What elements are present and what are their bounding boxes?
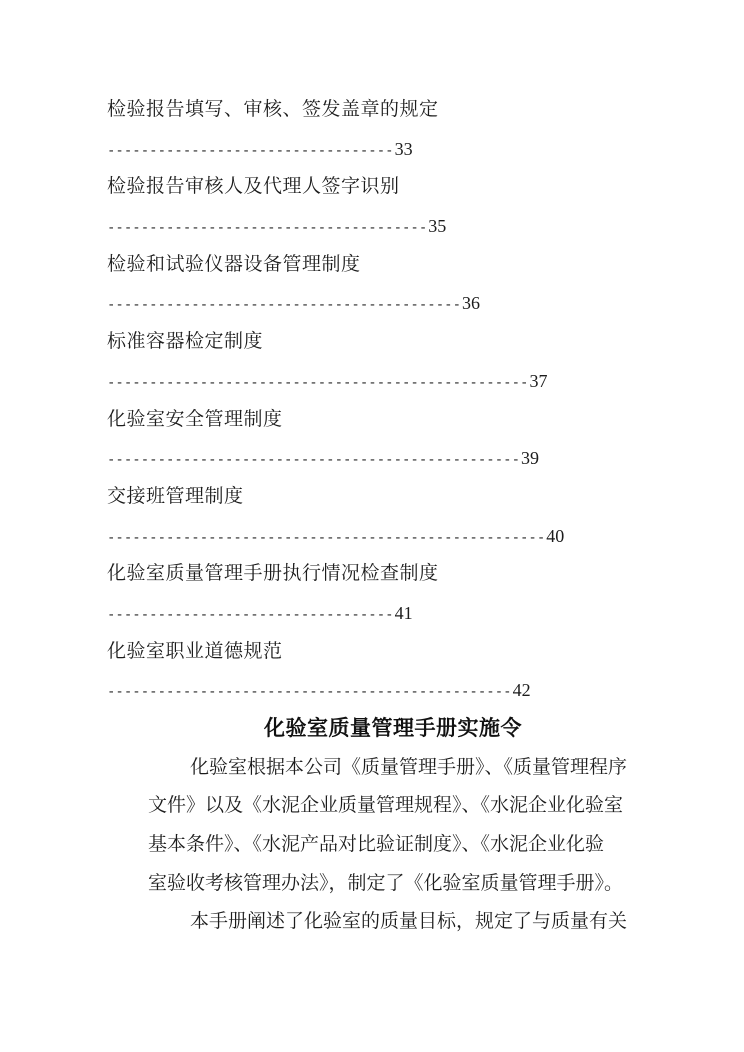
- toc-leader-dashes: ----------------------------------------------------: [107, 529, 546, 546]
- toc-leader-dashes: --------------------------------------------------: [107, 374, 529, 391]
- toc-page-number: 36: [462, 293, 481, 314]
- toc-page-number: 41: [394, 602, 413, 623]
- section-heading: 化验室质量管理手册实施令: [264, 717, 522, 740]
- toc-entry-leader: [107, 517, 724, 556]
- paragraph-line: 化验室根据本公司《质量管理手册》、《质量管理程序: [190, 756, 628, 778]
- paragraph-line: 基本条件》、《水泥产品对比验证制度》、《水泥企业化验: [148, 834, 605, 856]
- toc-leader-dashes: --------------------------------------: [107, 220, 428, 237]
- toc-entry-title: 交接班管理制度: [107, 485, 244, 507]
- toc-entry-leader: [107, 130, 724, 169]
- paragraph-line: 本手册阐述了化验室的质量目标，规定了与质量有关: [190, 911, 628, 933]
- toc-entry-leader: [107, 594, 724, 633]
- toc-leader-dashes: ----------------------------------: [107, 142, 394, 159]
- toc-page-number: 35: [428, 216, 447, 237]
- table-of-contents: [107, 91, 724, 710]
- toc-entry-leader: [107, 439, 724, 478]
- toc-entry-leader: [107, 284, 724, 323]
- toc-page-number: 33: [394, 138, 413, 159]
- paragraph-line: 室验收考核管理办法》，制定了《化验室质量管理手册》。: [148, 872, 624, 894]
- paragraph-line: 文件》以及《水泥企业质量管理规程》、《水泥企业化验室: [148, 795, 624, 817]
- toc-page-number: 39: [521, 448, 540, 469]
- paragraph: [148, 903, 638, 942]
- toc-entry-title: 化验室安全管理制度: [107, 408, 283, 430]
- toc-leader-dashes: ----------------------------------: [107, 606, 394, 623]
- toc-leader-dashes: -------------------------------------------------: [107, 452, 521, 469]
- toc-page-number: 40: [546, 525, 565, 546]
- toc-page-number: 42: [512, 680, 531, 701]
- toc-page-number: 37: [529, 370, 548, 391]
- toc-entry-title: 检验报告填写、审核、签发盖章的规定: [107, 99, 439, 120]
- paragraph: [148, 749, 638, 904]
- toc-entry-leader: [107, 362, 724, 401]
- implementation-order-section: [148, 710, 638, 942]
- toc-entry-leader: [107, 671, 724, 710]
- toc-entry-title: 检验报告审核人及代理人签字识别: [107, 176, 400, 198]
- toc-entry-title: 化验室职业道德规范: [107, 640, 283, 662]
- toc-entry-title: 检验和试验仪器设备管理制度: [107, 253, 361, 275]
- toc-entry-title: 标准容器检定制度: [107, 331, 264, 353]
- toc-entry-title: 化验室质量管理手册执行情况检查制度: [107, 563, 439, 585]
- toc-entry-leader: [107, 207, 724, 246]
- toc-leader-dashes: ------------------------------------------: [107, 297, 462, 314]
- toc-leader-dashes: ------------------------------------------------: [107, 684, 512, 701]
